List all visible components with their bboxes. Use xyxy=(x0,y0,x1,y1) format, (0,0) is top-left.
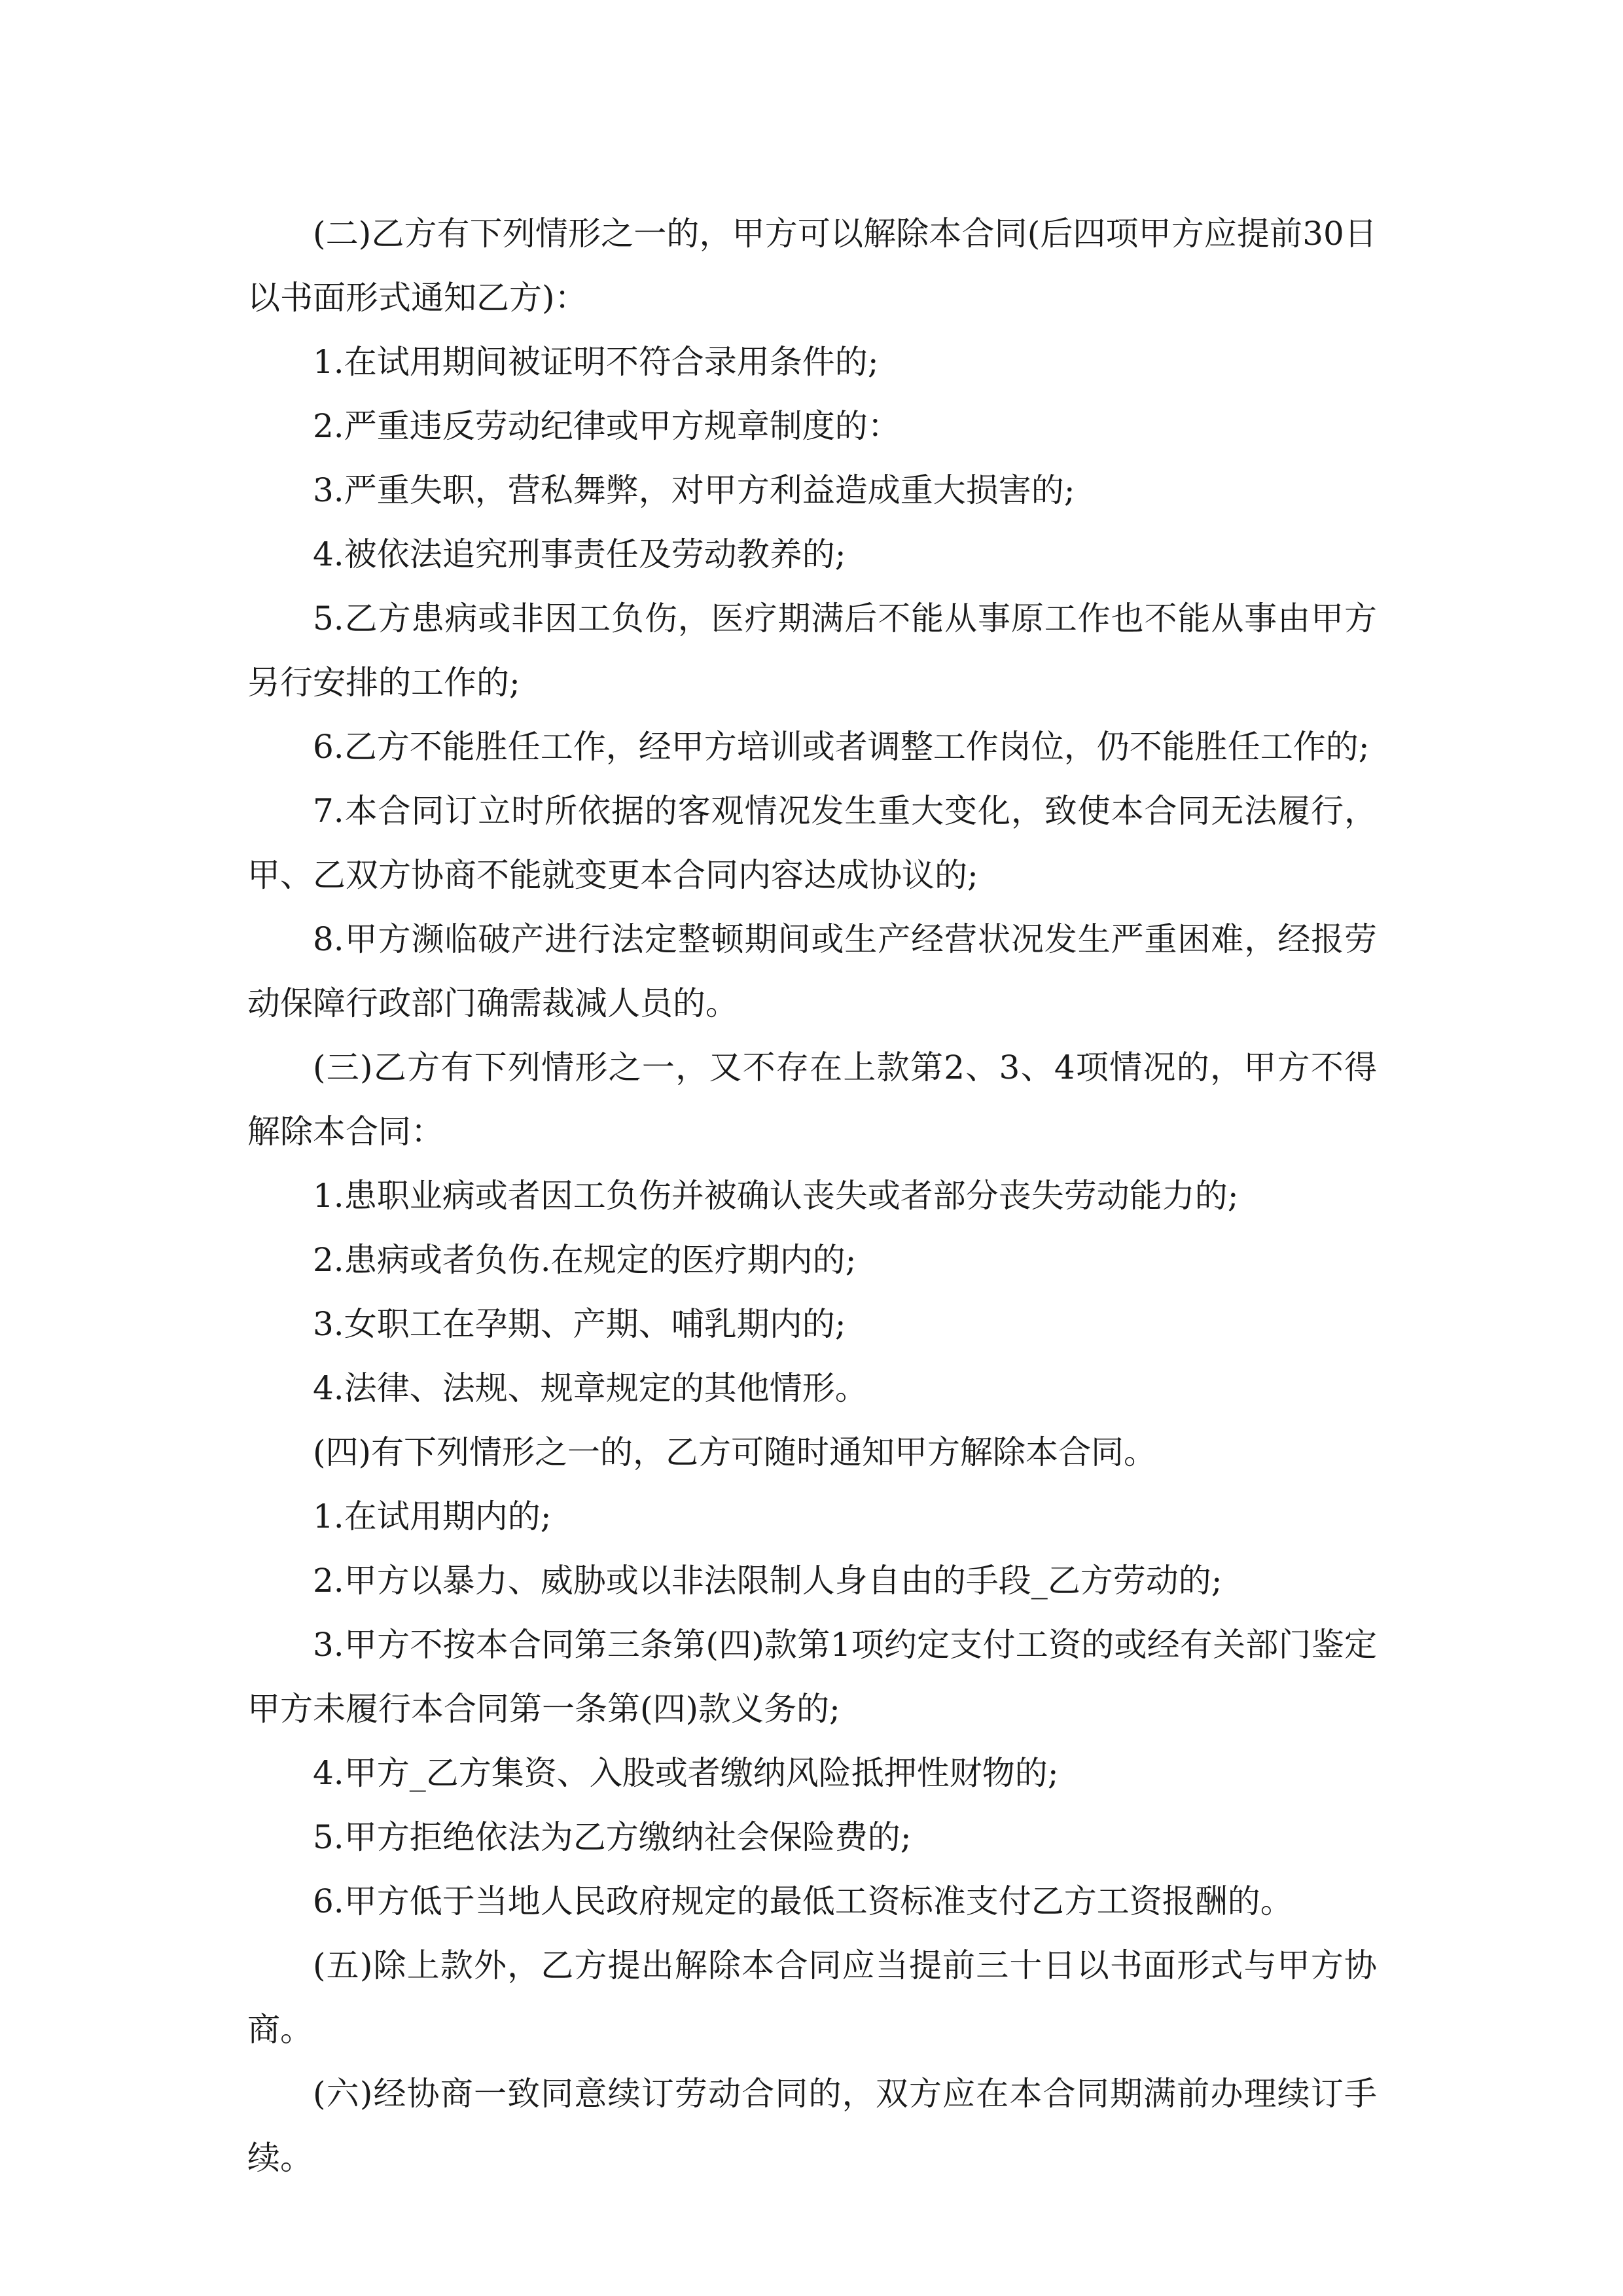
section-2-item-3: 3.严重失职，营私舞弊，对甲方利益造成重大损害的; xyxy=(313,471,1075,509)
section-4-item-2: 2.甲方以暴力、威胁或以非法限制人身自由的手段_乙方劳动的; xyxy=(313,1562,1222,1600)
section-3-item-1: 1.患职业病或者因工负伤并被确认丧失或者部分丧失劳动能力的; xyxy=(313,1177,1239,1215)
section-6-paragraph: (六)经协商一致同意续订劳动合同的，双方应在本合同期满前办理续订手续。 xyxy=(247,2075,1377,2177)
section-4-item-3: 3.甲方不按本合同第三条第(四)款第1项约定支付工资的或经有关部门鉴定甲方未履行本合同第一条第(四)款义务的; xyxy=(247,1626,1377,1728)
section-2-item-5: 5.乙方患病或非因工负伤，医疗期满后不能从事原工作也不能从事由甲方另行安排的工作的; xyxy=(247,600,1377,702)
section-3-item-2: 2.患病或者负伤.在规定的医疗期内的; xyxy=(313,1241,857,1279)
section-2-item-6: 6.乙方不能胜任工作，经甲方培训或者调整工作岗位，仍不能胜任工作的; xyxy=(313,728,1370,766)
section-4-item-4: 4.甲方_乙方集资、入股或者缴纳风险抵押性财物的; xyxy=(313,1754,1059,1792)
contract-text-body xyxy=(247,202,1377,2190)
section-4-item-6: 6.甲方低于当地人民政府规定的最低工资标准支付乙方工资报酬的。 xyxy=(313,1882,1293,1920)
section-4-item-5: 5.甲方拒绝依法为乙方缴纳社会保险费的; xyxy=(313,1818,912,1856)
section-2-heading: (二)乙方有下列情形之一的，甲方可以解除本合同(后四项甲方应提前30日以书面形式通知乙方)： xyxy=(247,215,1377,317)
section-3-item-4: 4.法律、法规、规章规定的其他情形。 xyxy=(313,1369,868,1407)
section-2-item-2: 2.严重违反劳动纪律或甲方规章制度的： xyxy=(313,407,901,445)
section-4-heading: (四)有下列情形之一的，乙方可随时通知甲方解除本合同。 xyxy=(313,1433,1157,1471)
section-5-paragraph: (五)除上款外，乙方提出解除本合同应当提前三十日以书面形式与甲方协商。 xyxy=(247,1946,1377,2049)
section-2-item-7: 7.本合同订立时所依据的客观情况发生重大变化，致使本合同无法履行，甲、乙双方协商不能就变更本合同内容达成协议的; xyxy=(247,792,1377,894)
section-3-item-3: 3.女职工在孕期、产期、哺乳期内的; xyxy=(313,1305,846,1343)
section-2-item-4: 4.被依法追究刑事责任及劳动教养的; xyxy=(313,535,846,573)
section-2-item-1: 1.在试用期间被证明不符合录用条件的; xyxy=(313,343,879,381)
section-4-item-1: 1.在试用期内的; xyxy=(313,1498,552,1535)
section-2-item-8: 8.甲方濒临破产进行法定整顿期间或生产经营状况发生严重困难，经报劳动保障行政部门确需裁减人员的。 xyxy=(247,920,1377,1022)
section-3-heading: (三)乙方有下列情形之一，又不存在上款第2、3、4项情况的，甲方不得解除本合同： xyxy=(247,1049,1377,1151)
